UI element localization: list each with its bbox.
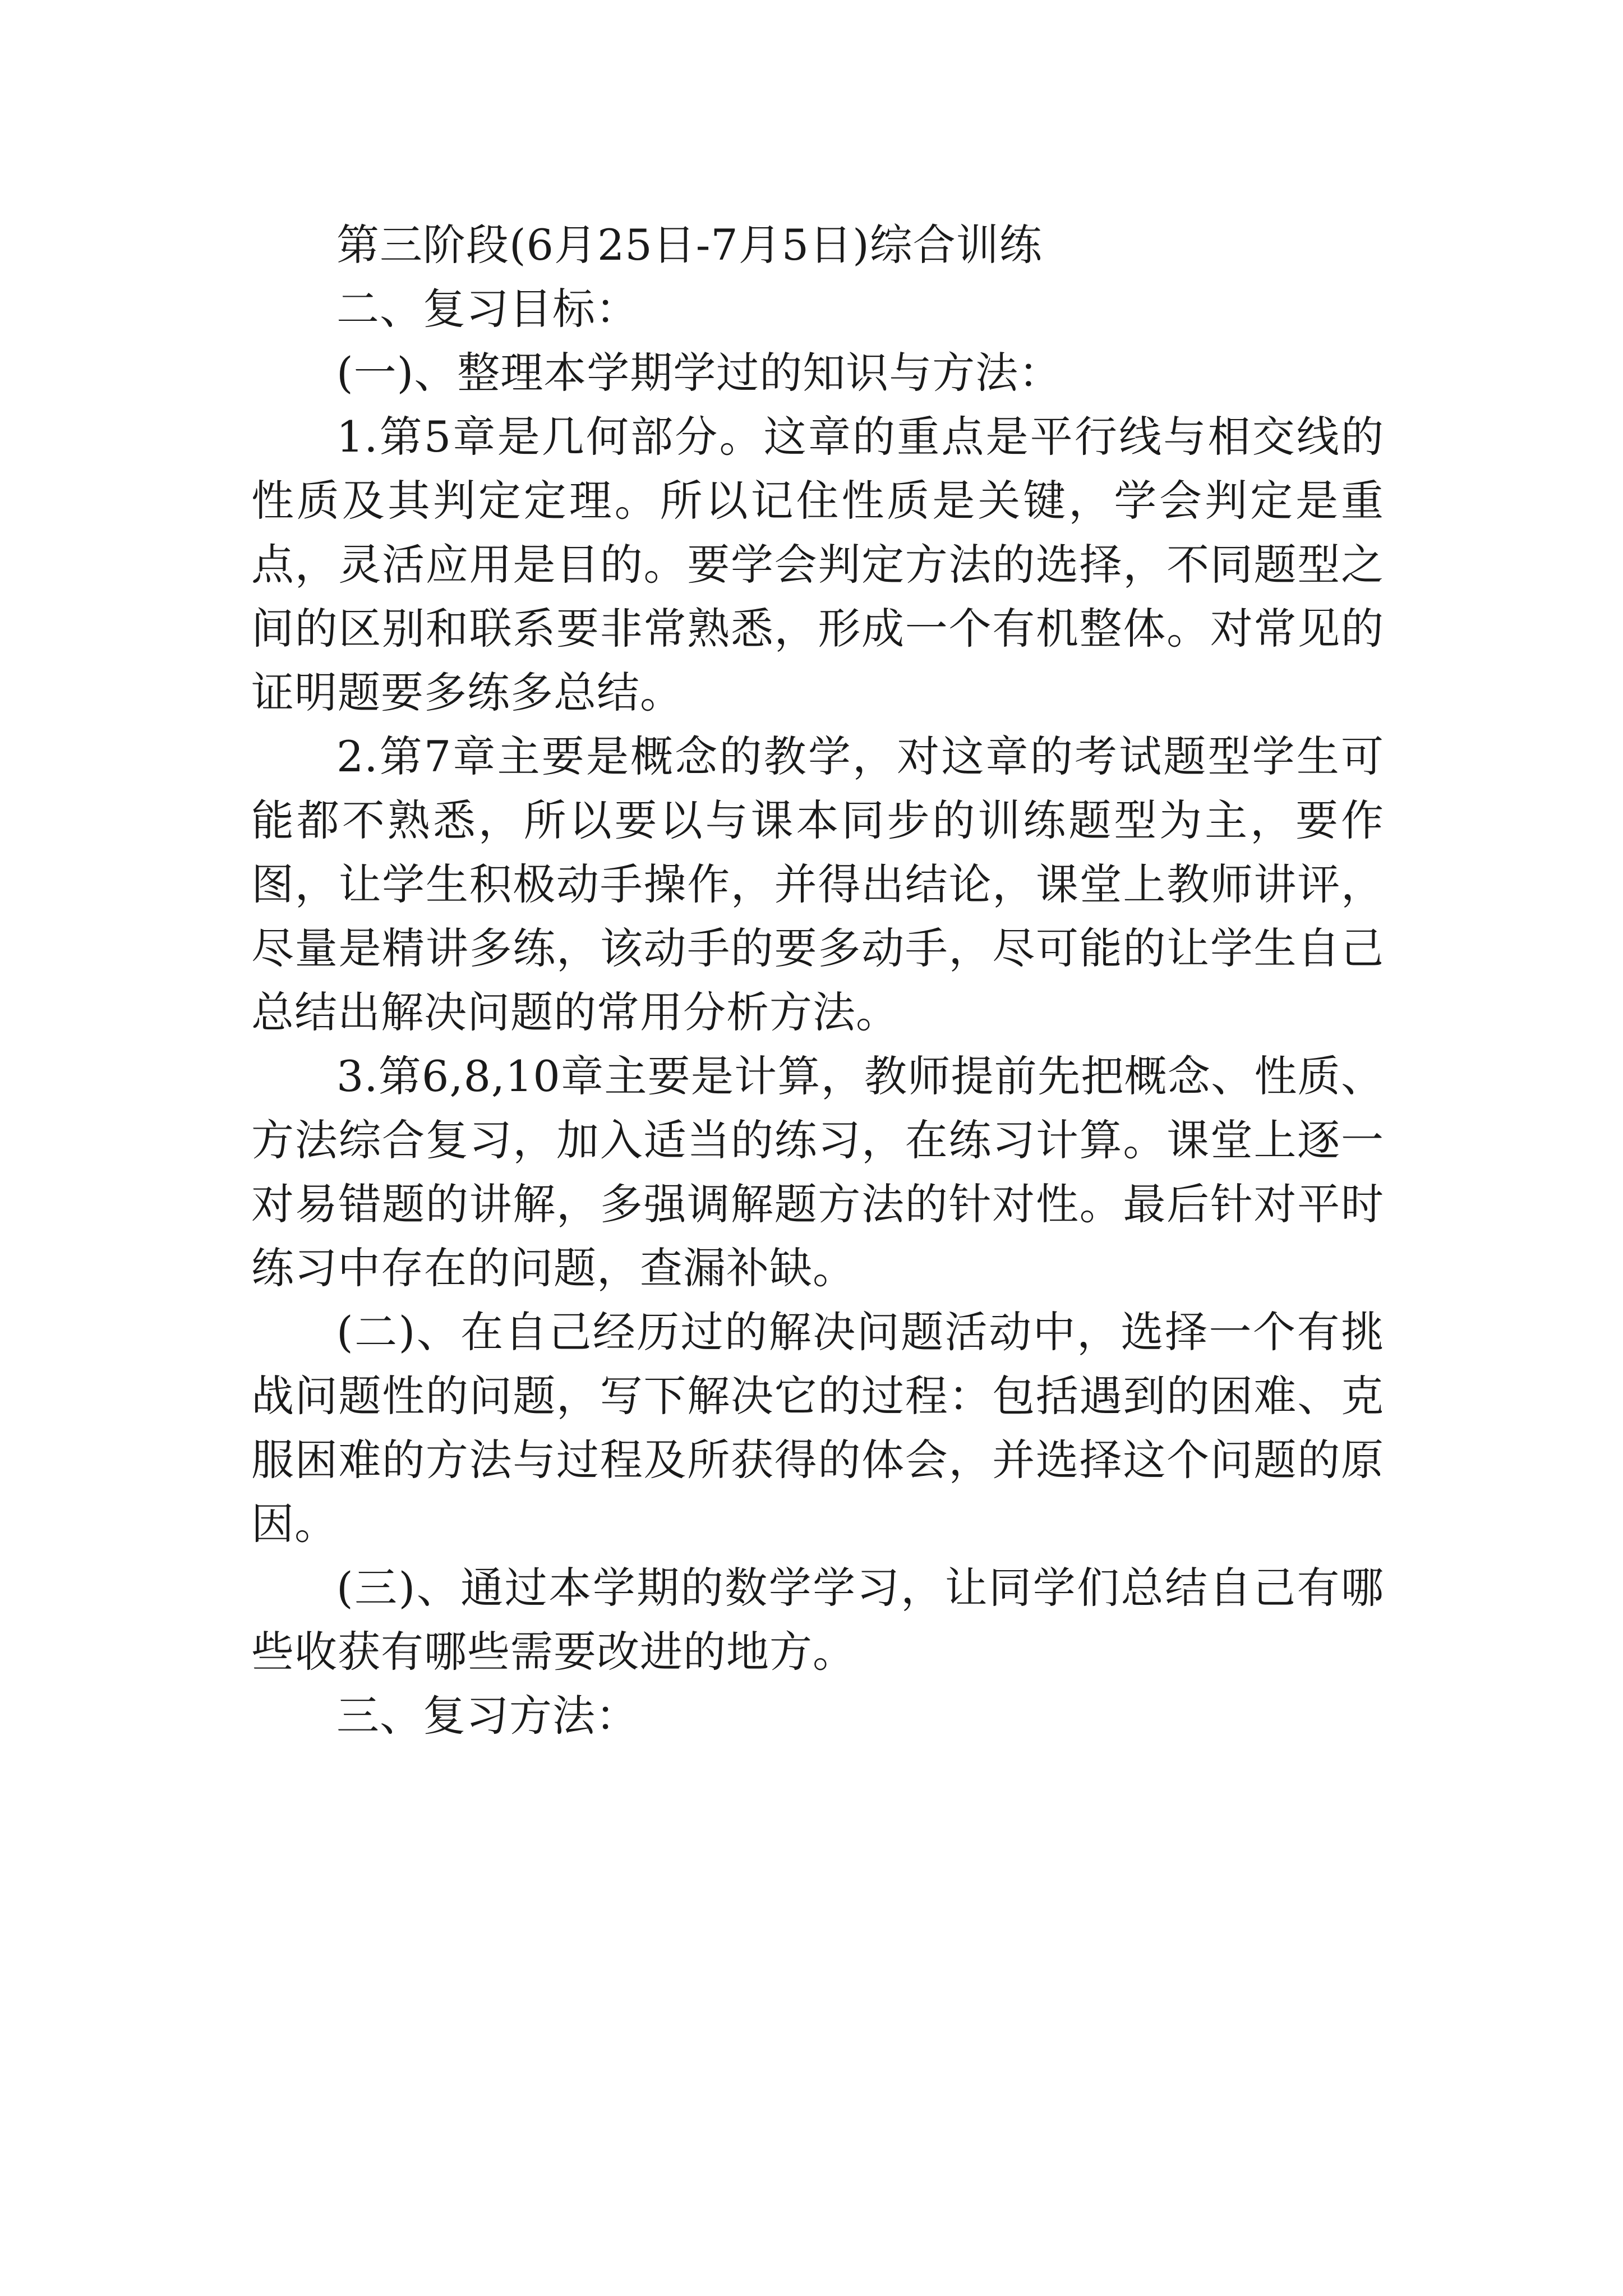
chapter-7-paragraph: 2.第7章主要是概念的教学，对这章的考试题型学生可能都不熟悉，所以要以与课本同步的训练题型为主，要作图，让学生积极动手操作，并得出结论，课堂上教师讲评，尽量是精讲多练，该动手的要多动手，尽可能的让学生自己总结出解决问题的常用分析方法。 [251, 731, 1384, 1037]
stage-three-heading: 第三阶段(6月25日-7月5日)综合训练 [336, 220, 1043, 270]
chapters-6-8-10-paragraph: 3.第6,8,10章主要是计算，教师提前先把概念、性质、方法综合复习，加入适当的练习，在练习计算。课堂上逐一对易错题的讲解，多强调解题方法的针对性。最后针对平时练习中存在的问题，查漏补缺。 [251, 1051, 1384, 1293]
goal-two-paragraph: (二)、在自己经历过的解决问题活动中，选择一个有挑战问题性的问题，写下解决它的过程：包括遇到的困难、克服困难的方法与过程及所获得的体会，并选择这个问题的原因。 [251, 1307, 1384, 1549]
document-body [251, 213, 1384, 1748]
goal-three-paragraph: (三)、通过本学期的数学学习，让同学们总结自己有哪些收获有哪些需要改进的地方。 [251, 1563, 1384, 1677]
goal-one-heading: (一)、整理本学期学过的知识与方法： [336, 348, 1062, 398]
chapter-5-paragraph: 1.第5章是几何部分。这章的重点是平行线与相交线的性质及其判定定理。所以记住性质是关键，学会判定是重点，灵活应用是目的。要学会判定方法的选择，不同题型之间的区别和联系要非常熟悉，形成一个有机整体。对常见的证明题要多练多总结。 [251, 412, 1384, 717]
review-goals-heading: 二、复习目标： [336, 284, 639, 334]
review-methods-heading: 三、复习方法： [336, 1691, 639, 1741]
